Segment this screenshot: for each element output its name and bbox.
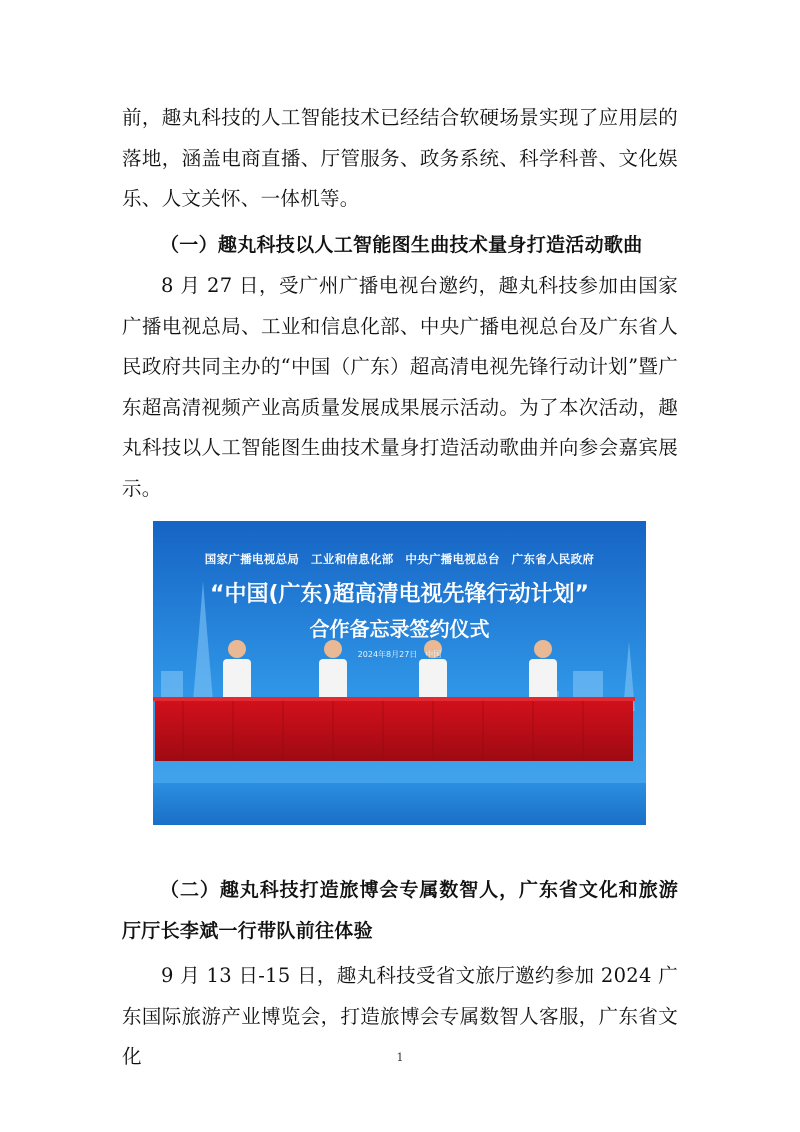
section-heading-1: （一）趣丸科技以人工智能图生曲技术量身打造活动歌曲 (160, 234, 643, 256)
photo-date: 2024年8月27日 中国 (357, 650, 442, 659)
page-number: 1 (396, 1051, 404, 1064)
signing-ceremony-photo (153, 521, 646, 825)
photo-subtitle: 合作备忘录签约仪式 (309, 617, 490, 641)
photo-title: “中国(广东)超高清电视先锋行动计划” (209, 582, 590, 607)
photo-organizers: 国家广播电视总局 工业和信息化部 中央广播电视总台 广东省人民政府 (204, 552, 595, 566)
red-table (155, 699, 633, 761)
intro-paragraph: 前，趣丸科技的人工智能技术已经结合软硬场景实现了应用层的落地，涵盖电商直播、厅管服务、政务系统、科学科普、文化娱乐、人文关怀、一体机等。 (122, 106, 678, 210)
section-heading-2: （二）趣丸科技打造旅博会专属数智人，广东省文化和旅游厅厅长李斌一行带队前往体验 (122, 879, 678, 942)
section-body-2: 9 月 13 日-15 日，趣丸科技受省文旅厅邀约参加 2024 广东国际旅游产业博览会，打造旅博会专属数智人客服，广东省文化 (122, 964, 678, 1068)
section-body-1: 8 月 27 日，受广州广播电视台邀约，趣丸科技参加由国家广播电视总局、工业和信息化部、中央广播电视总台及广东省人民政府共同主办的“中国（广东）超高清电视先锋行动计划”暨广东超高清视频产业高质量发展成果展示活动。为了本次活动，趣丸科技以人工智能图生曲技术量身打造活动歌曲并向参会嘉宾展示。 (122, 274, 678, 500)
